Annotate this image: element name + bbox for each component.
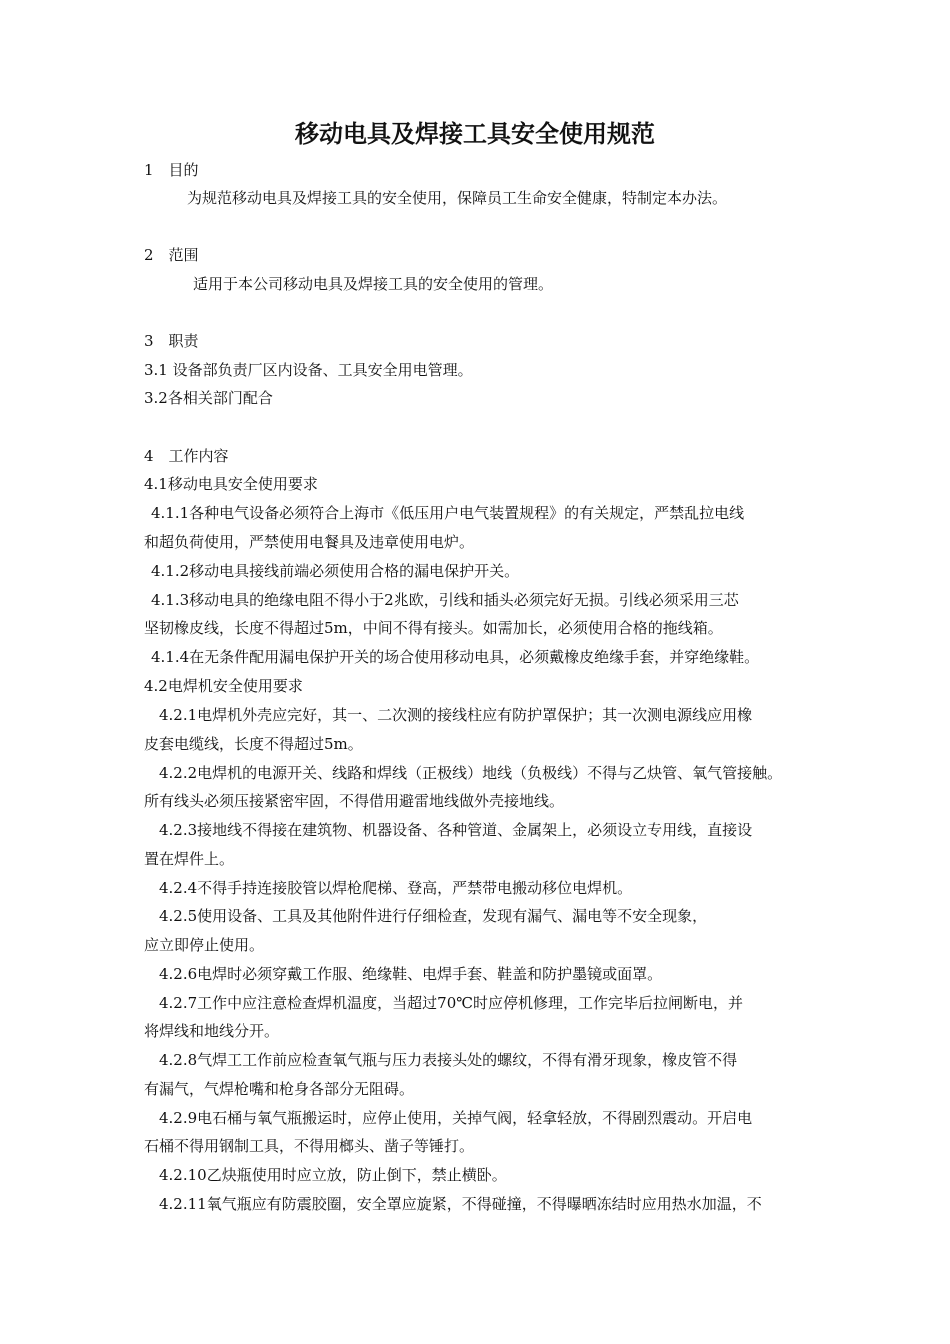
paragraph-3-2: 3.2各相关部门配合: [144, 389, 273, 407]
section-heading-scope: 2 范围: [144, 246, 199, 264]
subsection-heading-4-2: 4.2电焊机安全使用要求: [144, 677, 303, 695]
paragraph-purpose: 为规范移动电具及焊接工具的安全使用，保障员工生命安全健康，特制定本办法。: [187, 189, 728, 207]
paragraph-4-2-2-line1: 4.2.2电焊机的电源开关、线路和焊线（正极线）地线（负极线）不得与乙炔管、氧气管接触。: [159, 764, 783, 782]
paragraph-4-1-1-line2: 和超负荷使用，严禁使用电餐具及违章使用电炉。: [144, 533, 475, 551]
paragraph-4-2-11-line1: 4.2.11氧气瓶应有防震胶圈，安全罩应旋紧，不得碰撞，不得曝晒冻结时应用热水加温，不: [159, 1195, 762, 1213]
paragraph-4-2-8-line2: 有漏气，气焊枪嘴和枪身各部分无阻碍。: [144, 1080, 415, 1098]
paragraph-4-2-3-line1: 4.2.3接地线不得接在建筑物、机器设备、各种管道、金属架上，必须设立专用线，直接设: [159, 821, 753, 839]
paragraph-4-2-9-line2: 石桶不得用钢制工具，不得用榔头、凿子等锤打。: [144, 1137, 475, 1155]
paragraph-4-2-8-line1: 4.2.8气焊工工作前应检查氧气瓶与压力表接头处的螺纹，不得有滑牙现象，橡皮管不得: [159, 1051, 738, 1069]
paragraph-4-2-4: 4.2.4不得手持连接胶管以焊枪爬梯、登高，严禁带电搬动移位电焊机。: [159, 879, 633, 897]
paragraph-4-2-5-line1: 4.2.5使用设备、工具及其他附件进行仔细检查，发现有漏气、漏电等不安全现象，: [159, 907, 708, 925]
paragraph-4-1-4: 4.1.4在无条件配用漏电保护开关的场合使用移动电具，必须戴橡皮绝缘手套，并穿绝缘鞋。: [151, 648, 760, 666]
section-heading-responsibility: 3 职责: [144, 332, 199, 350]
subsection-heading-4-1: 4.1移动电具安全使用要求: [144, 475, 318, 493]
document-title: 移动电具及焊接工具安全使用规范: [295, 120, 655, 148]
section-heading-purpose: 1 目的: [144, 161, 199, 179]
paragraph-4-1-3-line2: 坚韧橡皮线，长度不得超过5m，中间不得有接头。如需加长，必须使用合格的拖线箱。: [144, 619, 723, 637]
paragraph-4-2-5-line2: 应立即停止使用。: [144, 936, 265, 954]
paragraph-3-1: 3.1 设备部负责厂区内设备、工具安全用电管理。: [144, 361, 473, 379]
paragraph-scope: 适用于本公司移动电具及焊接工具的安全使用的管理。: [193, 275, 554, 293]
paragraph-4-2-2-line2: 所有线头必须压接紧密牢固，不得借用避雷地线做外壳接地线。: [144, 792, 565, 810]
section-heading-work-content: 4 工作内容: [144, 447, 229, 465]
paragraph-4-1-1-line1: 4.1.1各种电气设备必须符合上海市《低压用户电气装置规程》的有关规定，严禁乱拉电线: [151, 504, 745, 522]
paragraph-4-2-1-line2: 皮套电缆线，长度不得超过5m。: [144, 735, 363, 753]
paragraph-4-2-10: 4.2.10乙炔瓶使用时应立放，防止倒下，禁止横卧。: [159, 1166, 507, 1184]
paragraph-4-2-7-line2: 将焊线和地线分开。: [144, 1022, 280, 1040]
paragraph-4-2-9-line1: 4.2.9电石桶与氧气瓶搬运时，应停止使用，关掉气阀，轻拿轻放，不得剧烈震动。开启电: [159, 1109, 753, 1127]
paragraph-4-2-7-line1: 4.2.7工作中应注意检查焊机温度，当超过70℃时应停机修理，工作完毕后拉闸断电，并: [159, 994, 744, 1012]
paragraph-4-1-2: 4.1.2移动电具接线前端必须使用合格的漏电保护开关。: [151, 562, 520, 580]
paragraph-4-2-1-line1: 4.2.1电焊机外壳应完好，其一、二次测的接线柱应有防护罩保护；其一次测电源线应用橡: [159, 706, 753, 724]
paragraph-4-2-3-line2: 置在焊件上。: [144, 850, 235, 868]
paragraph-4-2-6: 4.2.6电焊时必须穿戴工作服、绝缘鞋、电焊手套、鞋盖和防护墨镜或面罩。: [159, 965, 663, 983]
paragraph-4-1-3-line1: 4.1.3移动电具的绝缘电阻不得小于2兆欧，引线和插头必须完好无损。引线必须采用三芯: [151, 591, 739, 609]
